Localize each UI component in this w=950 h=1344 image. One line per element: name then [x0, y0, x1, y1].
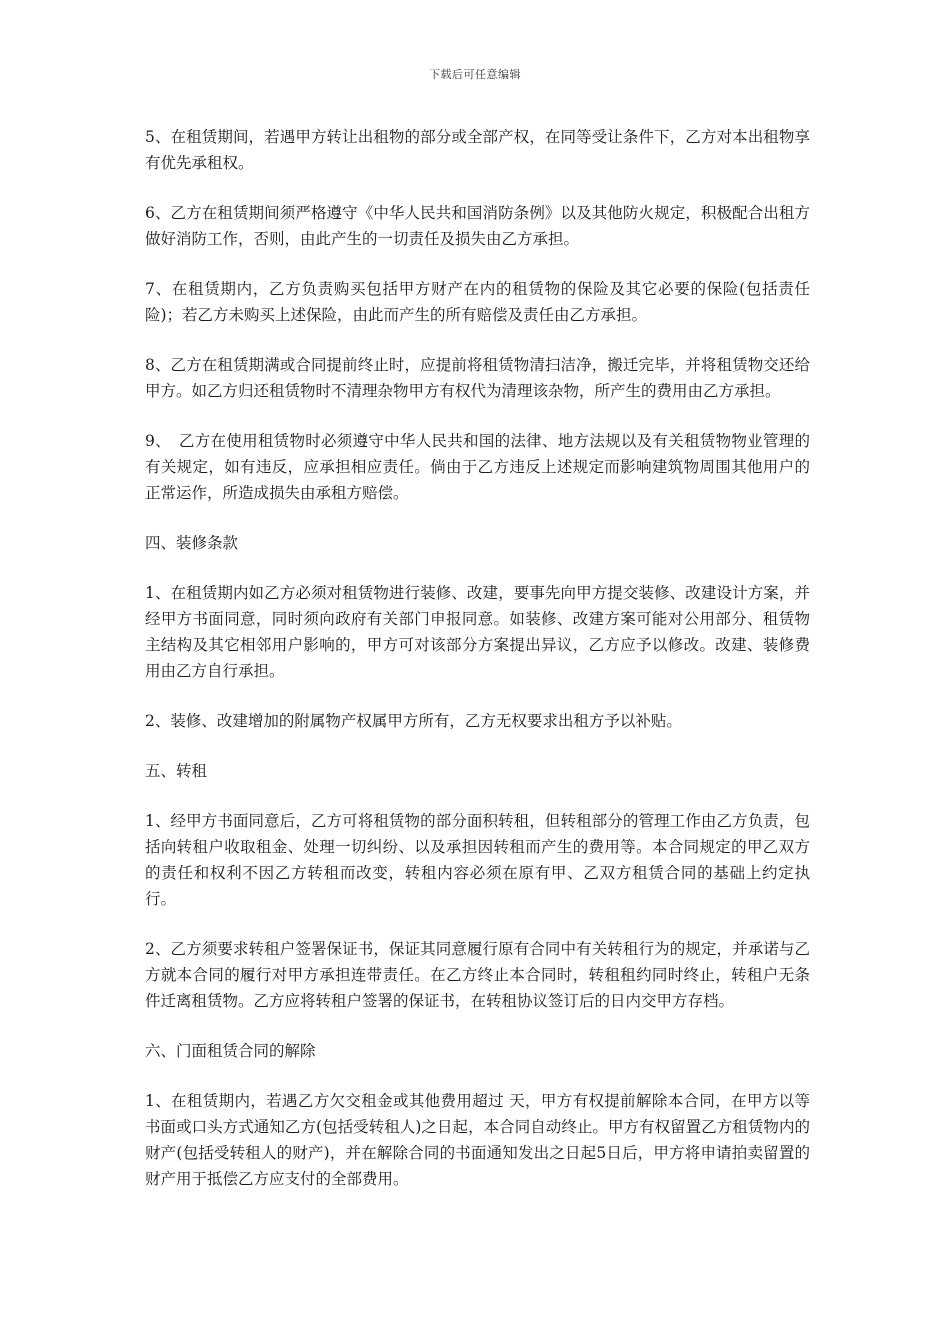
document-body — [145, 124, 810, 1216]
section-heading-termination: 六、门面租赁合同的解除 — [145, 1042, 316, 1060]
clause-3-8: 8、乙方在租赁期满或合同提前终止时，应提前将租赁物清扫洁净，搬迁完毕，并将租赁物交还给甲方。如乙方归还租赁物时不清理杂物甲方有权代为清理该杂物，所产生的费用由乙方承担。 — [145, 356, 810, 400]
clause-3-5: 5、在租赁期间，若遇甲方转让出租物的部分或全部产权，在同等受让条件下，乙方对本出租物享有优先承租权。 — [145, 128, 810, 172]
section-heading-sublease: 五、转租 — [145, 762, 208, 780]
clause-4-2: 2、装修、改建增加的附属物产权属甲方所有，乙方无权要求出租方予以补贴。 — [145, 712, 682, 730]
section-heading-renovation: 四、装修条款 — [145, 534, 239, 552]
page-header: 下载后可任意编辑 — [429, 68, 521, 81]
clause-5-2: 2、乙方须要求转租户签署保证书，保证其同意履行原有合同中有关转租行为的规定，并承诺与乙方就本合同的履行对甲方承担连带责任。在乙方终止本合同时，转租租约同时终止，转租户无条件迁离租赁物。乙方应将转租户签署的保证书，在转租协议签订后的日内交甲方存档。 — [145, 940, 810, 1010]
clause-4-1: 1、在租赁期内如乙方必须对租赁物进行装修、改建，要事先向甲方提交装修、改建设计方案，并经甲方书面同意，同时须向政府有关部门申报同意。如装修、改建方案可能对公用部分、租赁物主结构及其它相邻用户影响的，甲方可对该部分方案提出异议，乙方应予以修改。改建、装修费用由乙方自行承担。 — [145, 584, 810, 680]
clause-3-9: 9、 乙方在使用租赁物时必须遵守中华人民共和国的法律、地方法规以及有关租赁物物业管理的有关规定，如有违反，应承担相应责任。倘由于乙方违反上述规定而影响建筑物周围其他用户的正常运作，所造成损失由承租方赔偿。 — [145, 432, 810, 502]
clause-5-1: 1、经甲方书面同意后，乙方可将租赁物的部分面积转租，但转租部分的管理工作由乙方负责，包括向转租户收取租金、处理一切纠纷、以及承担因转租而产生的费用等。本合同规定的甲乙双方的责任和权利不因乙方转租而改变，转租内容必须在原有甲、乙双方租赁合同的基础上约定执行。 — [145, 812, 810, 908]
clause-3-6: 6、乙方在租赁期间须严格遵守《中华人民共和国消防条例》以及其他防火规定，积极配合出租方做好消防工作，否则，由此产生的一切责任及损失由乙方承担。 — [145, 204, 810, 248]
clause-6-1: 1、在租赁期内，若遇乙方欠交租金或其他费用超过 天，甲方有权提前解除本合同，在甲方以等书面或口头方式通知乙方(包括受转租人)之日起，本合同自动终止。甲方有权留置乙方租赁物内的财产(包括受转租人的财产)，并在解除合同的书面通知发出之日起5日后，甲方将申请拍卖留置的财产用于抵偿乙方应支付的全部费用。 — [145, 1092, 810, 1188]
clause-3-7: 7、在租赁期内，乙方负责购买包括甲方财产在内的租赁物的保险及其它必要的保险(包括责任险)；若乙方未购买上述保险，由此而产生的所有赔偿及责任由乙方承担。 — [145, 280, 810, 324]
